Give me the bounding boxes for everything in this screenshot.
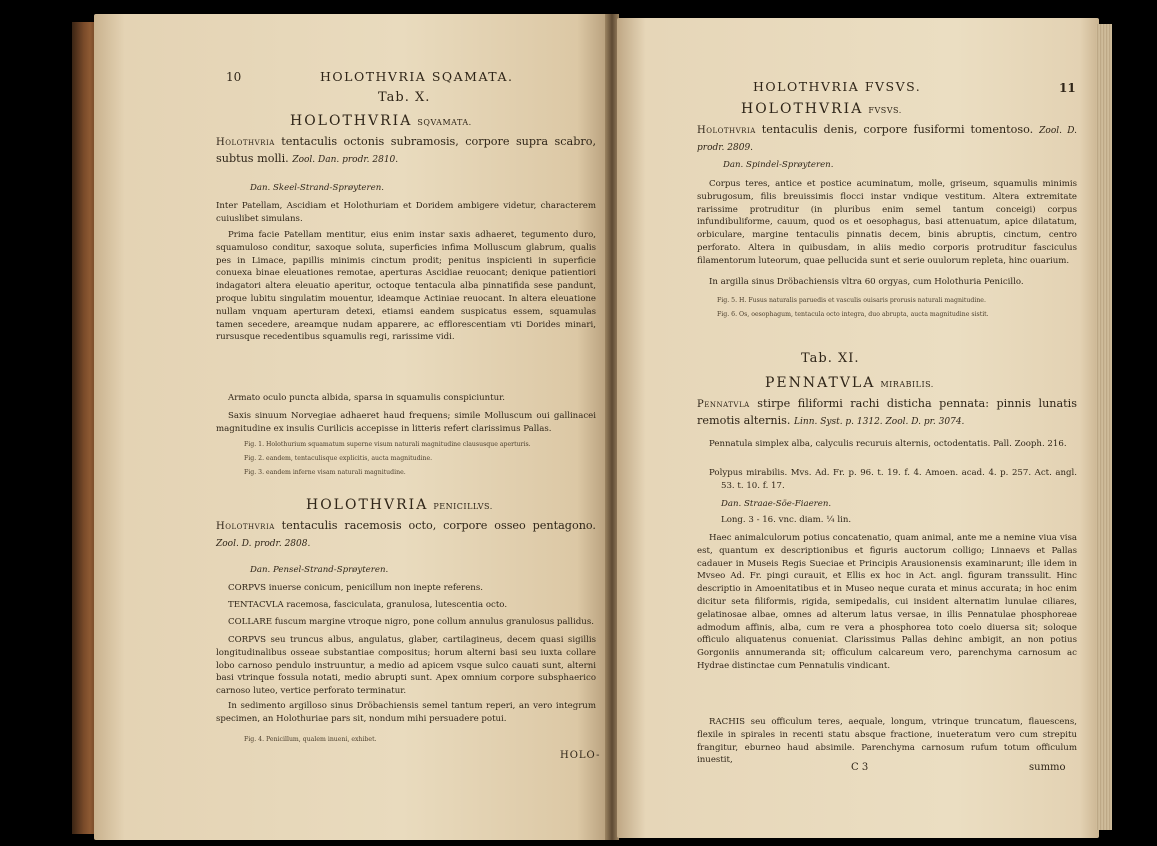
reference: Zool. Dan. prodr. 2810.	[292, 155, 399, 165]
signature-mark: C 3	[851, 762, 869, 773]
danish-name: Dan. Skeel-Strand-Sprøyteren.	[250, 183, 384, 193]
diagnosis: Holothvria tentaculis octonis subramosis, corpore supra scabro, subtus molli. Zool. Dan. prodr. 2810.	[216, 135, 596, 165]
reference: Linn. Syst. p. 1312. Zool. D. pr. 3074.	[794, 417, 965, 427]
page-edges	[1096, 24, 1112, 830]
genus-name: PENNATVLA	[765, 375, 876, 391]
diagnosis: Holothvria tentaculis denis, corpore fusiformi tomentoso. Zool. D. prodr. 2809.	[697, 123, 1077, 153]
paragraph: Armato oculo puncta albida, sparsa in squamulis conspiciuntur.	[228, 393, 506, 403]
paragraph: COLLARE fuscum margine vtroque nigro, pone collum annulus granulosus pallidus.	[228, 617, 594, 627]
species-title	[290, 110, 472, 129]
page-number: 10	[226, 70, 242, 84]
catchword: HOLO-	[560, 750, 601, 761]
figure-caption: Fig. 4. Penicillum, qualem inueni, exhibet.	[244, 736, 377, 743]
running-head: HOLOTHVRIA SQAMATA.	[320, 69, 514, 84]
figure-caption: Fig. 1. Holothurium squamatum superne visum naturali magnitudine claususque aperturis.	[244, 441, 531, 448]
paragraph: RACHIS seu officulum teres, aequale, longum, vtrinque truncatum, flauescens, flexile in spirales in recenti statu absque fractione, inueteratum vero cum strepitu frangitur, eburneo haud absimile. Parenchyma carnosum rufum totum officulum inuestit,	[697, 717, 1077, 766]
species-title	[765, 372, 934, 391]
figure-caption: Fig. 5. H. Fusus naturalis paruedis et vasculis ouisaris prorusis naturali magnitudine.	[717, 297, 986, 304]
genus-name: HOLOTHVRIA	[741, 101, 864, 117]
figure-caption: Fig. 2. eandem, tentaculisque explicitis, aucta magnitudine.	[244, 455, 433, 462]
danish-name: Dan. Straae-Söe-Fiaeren.	[721, 499, 832, 509]
figure-caption: Fig. 3. eandem inferne visam naturali magnitudine.	[244, 469, 406, 476]
paragraph: CORPVS seu truncus albus, angulatus, glaber, cartilagineus, decem quasi sigillis longitudinalibus osseae substantiae compositus; horum alterni basi seu iuxta collare lobo carnoso pendulo instruuntur, a medio ad apicem vsque sulco cauati sunt, alterni basi vtrinque fossula notati, medio abrupti sunt. Apex omnium corpore subsphaerico carnoso luteo, vertice perforato terminatur.	[216, 635, 596, 697]
danish-name: Dan. Pensel-Strand-Sprøyteren.	[250, 565, 389, 575]
species-name: PENICILLVS.	[433, 502, 493, 511]
reference: Zool. D. prodr. 2809.	[697, 126, 1077, 153]
reference: Zool. D. prodr. 2808.	[216, 539, 311, 549]
left-page	[94, 14, 608, 840]
book-scan	[72, 14, 1112, 840]
paragraph: Haec animalculorum potius concatenatio, quam animal, ante me a nemine viua visa est, quantum ex descriptionibus et figuris auctorum colligo; Linnaevs et Pallas cadauer in Museis Regis Sueciae et Principis Arausionensis examinarunt; ille idem in Mvseo Ad. Fr. pingi curauit, et Ellis ex hoc in Act. angl. figuram transsulit. Hinc descriptio in Amoenitatibus et in Museo neque curata et minus accurata; in hoc enim dicitur seta filiformis, rigida, semipedalis, cui insident alternatim lunulae ciliares, gelatinosae albae, omnes ad alterum latus versae, in illis Pennatulae phosphoreae admodum affinis, alba, cum re vera a phosphorea toto coelo diuersa sit; soloque officulo aliquatenus conueniat. Clarissimus Pallas dehinc ambigit, an non potius Gorgoniis annumeranda sit; officulum calcareum vero, parenchyma carnosum ac Hydrae distinctae cum Pennatulis vindicant.	[697, 533, 1077, 671]
right-page	[617, 18, 1099, 838]
synonym: Pennatula simplex alba, calyculis recuruis alternis, octodentatis. Pall. Zooph. 216.	[709, 439, 1067, 449]
page-number: 11	[1059, 81, 1076, 95]
genus-name: HOLOTHVRIA	[290, 113, 413, 129]
paragraph: In sedimento argilloso sinus Dröbachiensis semel tantum reperi, an vero integrum specimen, an Holothuriae pars sit, nondum mihi persuadere potui.	[216, 701, 596, 724]
synonym: Polypus mirabilis. Mvs. Ad. Fr. p. 96. t. 19. f. 4. Amoen. acad. 4. p. 257. Act. angl. 53. t. 10. f. 17.	[709, 468, 1077, 491]
catchword: summo	[1029, 762, 1066, 773]
plate-label: Tab. XI.	[801, 351, 860, 366]
paragraph: Inter Patellam, Ascidiam et Holothuriam et Doridem ambigere videtur, characterem cuiuslibet simulans.	[216, 201, 596, 224]
plate-label: Tab. X.	[378, 90, 431, 105]
paragraph: Saxis sinuum Norvegiae adhaeret haud frequens; simile Molluscum oui gallinacei magnitudine ex insulis Curilicis accepisse in litteris refert clarissimus Pallas.	[216, 411, 596, 434]
species-name: SQVAMATA.	[417, 118, 472, 127]
paragraph: TENTACVLA racemosa, fasciculata, granulosa, lutescentia octo.	[228, 600, 508, 610]
dimensions: Long. 3 - 16. vnc. diam. ¼ lin.	[721, 515, 852, 525]
running-head: HOLOTHVRIA FVSVS.	[753, 79, 922, 94]
genus-name: HOLOTHVRIA	[306, 497, 429, 513]
paragraph: CORPVS inuerse conicum, penicillum non inepte referens.	[228, 583, 483, 593]
paragraph: Prima facie Patellam mentitur, eius enim instar saxis adhaeret, tegumento duro, squamuloso conditur, saxoque soluta, superficies infima Molluscum glabrum, qualis pes in Limace, papillis minimis cinctum prodit; penitus inspicienti in superficie conuexa binae eleuationes remotae, aperturas Ascidiae reuocant; denique patientiori indagatori altera eleuatio aperitur, octoque tentacula alba pinnatifida sese pandunt, proque lubitu singulatim mouentur, ideamque Actiniae reuocant. In altera eleuatione nullam vnquam aperturam detexi, etiamsi eandem suspicatus essem, squamulas tamen secedere, areamque nudam apparere, ac efflorescentiam vti Dorides minari, rursusque recedentibus squamulis regi, rarissime vidi.	[216, 230, 596, 343]
species-name: FVSVS.	[868, 106, 902, 115]
species-title	[306, 494, 493, 513]
diagnosis: Pennatvla stirpe filiformi rachi disticha pennata: pinnis lunatis remotis alternis. Linn. Syst. p. 1312. Zool. D. pr. 3074.	[697, 397, 1077, 427]
figure-caption: Fig. 6. Os, oesophagum, tentacula octo integra, duo abrupta, aucta magnitudine sistit.	[717, 311, 989, 318]
species-title	[741, 98, 902, 117]
danish-name: Dan. Spindel-Sprøyteren.	[723, 160, 834, 170]
paragraph: In argilla sinus Dröbachiensis vltra 60 orgyas, cum Holothuria Penicillo.	[709, 277, 1024, 287]
paragraph: Corpus teres, antice et postice acuminatum, molle, griseum, squamulis minimis subrugosum, filis breuissimis flocci instar vndique vestitum. Altera extremitate rarissime protruditur (in pluribus enim semel tantum conceigi) corpus infundibuliforme, cauum, quod os et oesophagus, basi attenuatum, apice dilatatum, orbiculare, margine tentaculis pinnatis decem, binis abruptis, cinctum, centro perforato. Altera in quibusdam, in aliis medio corporis protruditur fasciculus filamentorum luteorum, quae pellucida sunt et serie ouulorum repleta, hinc ouarium.	[697, 179, 1077, 266]
species-name: MIRABILIS.	[880, 380, 934, 389]
diagnosis: Holothvria tentaculis racemosis octo, corpore osseo pentagono. Zool. D. prodr. 2808.	[216, 519, 596, 549]
